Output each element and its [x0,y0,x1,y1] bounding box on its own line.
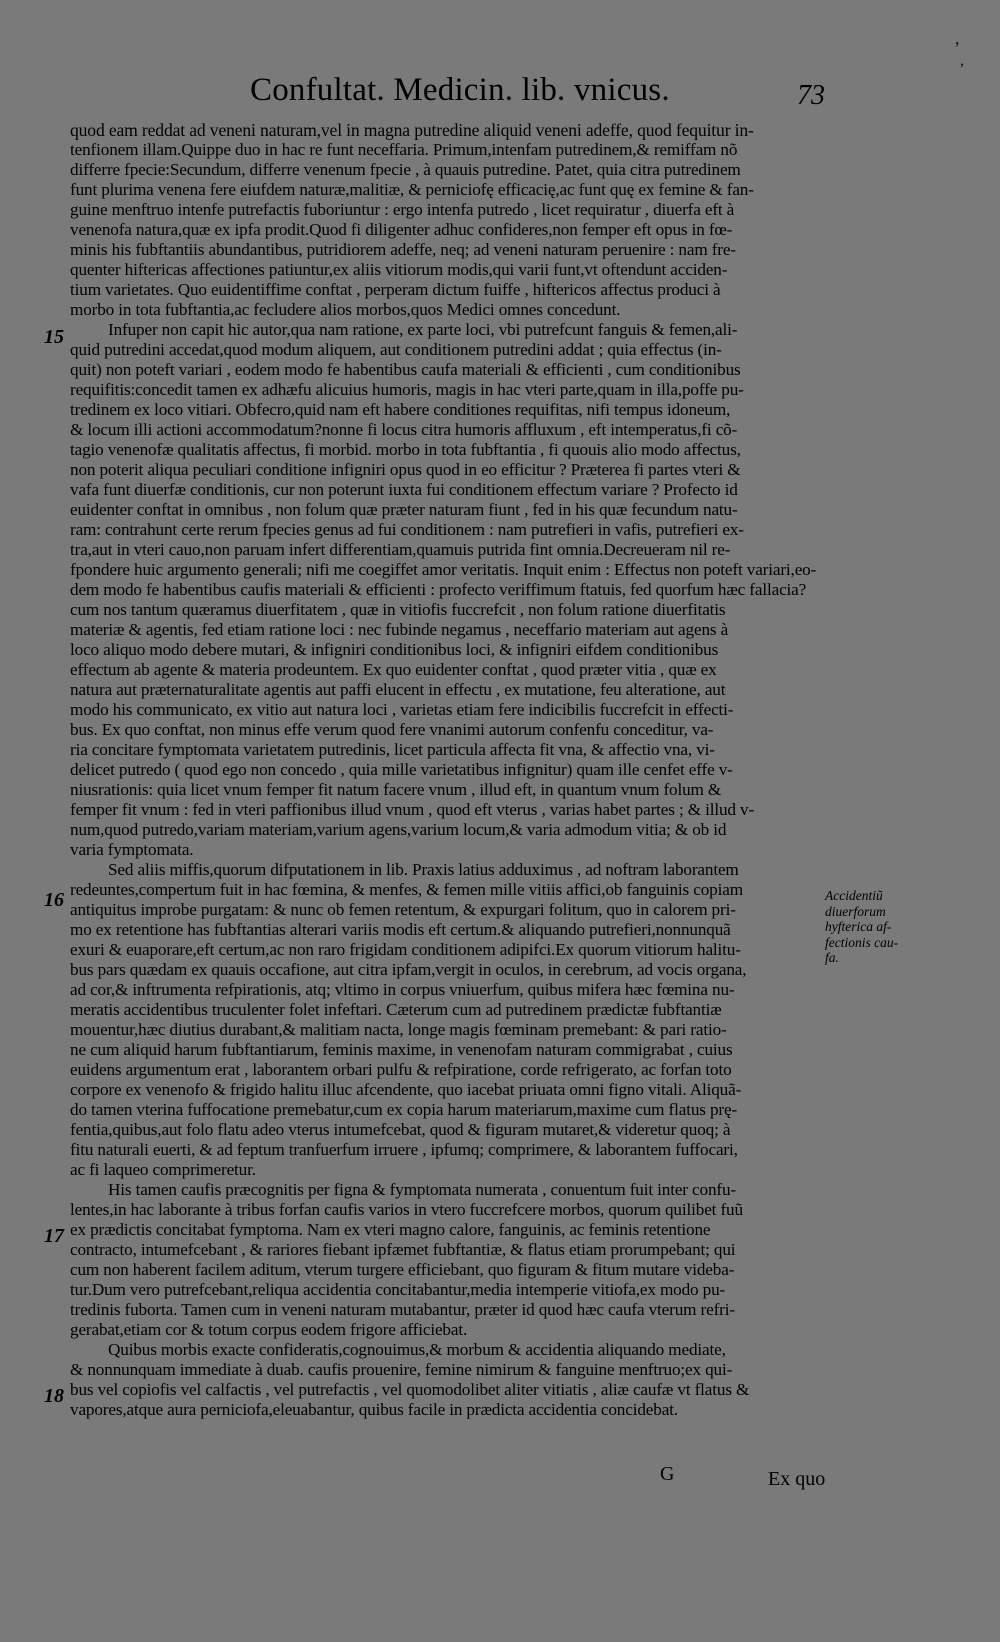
text-line: funt plurima venena fere eiufdem naturæ,malitiæ, & perniciofę efficacię,ac funt quę ex femine & fan- [70,180,754,199]
text-line: lentes,in hac laborante à tribus forfan caufis varios in vtero fuccrefcere morbos, quorum quilibet fuũ [70,1200,743,1219]
text-line: tur.Dum vero putrefcebant,reliqua accidentia concitabantur,media intemperie vitiofa,ex modo pu- [70,1280,726,1299]
text-line: mouentur,hæc diutius durabant,& malitiam nacta, longe magis fœminam premebant: & pari ratio- [70,1020,727,1039]
text-line: cum non haberent facilem aditum, vterum turgere efficiebant, quo figuram & fitum mutare videba- [70,1260,735,1279]
marginal-note-line: fectionis cau- [825,934,899,950]
page-number: 73 [797,80,825,111]
text-line: redeuntes,compertum fuit in hac fœmina, & menfes, & femen mille vitiis affici,ob fanguinis copiam [70,880,743,899]
text-line: femper fit vnum : fed in vteri paffionibus illud vnum , quod eft vterus , varias habet partes ; & illud v- [70,800,755,819]
text-line: vafa funt diuerfæ conditionis, cur non poterunt iuxta fui conditionem effectum variare ? Profecto id [70,480,738,499]
paragraph-number: 16 [44,889,64,911]
marginal-note-line: diuerforum [825,903,886,919]
text-line: Quibus morbis exacte confideratis,cognouimus,& morbum & accidentia aliquando mediate, [108,1340,726,1359]
text-line: euidens argumentum erat , laborantem orbari pulfu & refpiratione, corde refrigerato, ac forfan toto [70,1060,732,1079]
text-line: materiæ & agentis, fed etiam ratione loci : nec fubinde negamus , neceffario materiam aut agens à [70,620,729,639]
text-line: cum nos tantum quæramus diuerfitatem , quæ in vitiofis fuccrefcit , non folum ratione diuerfitatis [70,600,726,619]
text-line: & nonnunquam immediate à duab. caufis prouenire, femine nimirum & fanguine menftruo;ex qui- [70,1360,733,1379]
text-line: His tamen caufis præcognitis per figna & fymptomata numerata , conuentum fuit inter confu- [108,1180,736,1199]
paragraph-number: 18 [44,1385,64,1407]
text-line: modo his communicato, ex vitio aut natura loci , varietas etiam fere indicibilis fuccrefcit in effecti- [70,700,734,719]
marginal-note-line: hyfterica af- [825,919,892,934]
text-line: ac fi laqueo comprimeretur. [70,1160,256,1179]
text-line: non poterit aliqua peculiari conditione infigniri opus quod in eo efficitur ? Præterea fi partes vteri & [70,460,741,479]
text-line: num,quod putredo,variam materiam,varium agens,varium locum,& varia admodum vitia; & ob id [70,820,727,839]
text-line: do tamen vterina fuffocatione premebatur,cum ex copia harum materiarum,maxime cum flatus prę- [70,1100,738,1119]
text-line: ram: contrahunt certe rerum fpecies genus ad fui conditionem : nam putrefieri in vafis, putrefieri ex- [70,520,744,539]
text-line: bus. Ex quo conftat, non minus effe verum quod fere vnanimi autorum confenfu conceditur, va- [70,720,714,739]
text-line: effectum ab agente & materia prodeuntem. Ex quo euidenter conftat , quod præter vitia , quæ ex [70,660,717,679]
text-line: tium varietates. Quo euidentiffime conftat , perperam dictum fuiffe , hiftericos affectus produci à [70,280,721,299]
marginal-note-line: fa. [825,950,839,965]
text-line: ex prædictis concitabat fymptoma. Nam ex vteri magno calore, fanguinis, ac feminis retentione [70,1220,711,1239]
text-line: tredinis fuborta. Tamen cum in veneni naturam mutabantur, præter id quod hæc caufa vterum refri- [70,1300,735,1319]
text-line: fentia,quibus,aut folo flatu adeo vterus intumefcebat, quod & figuram mutaret,& videretur quoq; à [70,1120,731,1139]
text-line: loco aliquo modo debere mutari, & infigniri conditionibus loci, & infigniri eifdem conditionibus [70,640,719,659]
text-line: niusrationis: quia licet vnum femper fit natum facere vnum , illud eft, in quantum vnum folum & [70,780,722,799]
running-title: Confultat. Medicin. lib. vnicus. [250,72,670,108]
text-line: tagio venenofæ qualitatis affectus, fi morbid. morbo in tota fubftantia , fi quouis alio modo affectus, [70,440,741,459]
text-line: dem modo fe habentibus caufis materiali & efficienti : profecto veriffimum ftatuis, fed quorfum hæc fallacia? [70,580,807,599]
text-line: minis his fubftantiis abundantibus, putridiorem adeffe, neq; ad veneni naturam peruenire : nam fre- [70,240,736,259]
text-line: fitu naturali euerti, & ad feptum tranfuerfum irruere , ipfumq; comprimere, & laborantem fuffocari, [70,1140,738,1159]
text-line: guine menftruo intenfe putrefactis fuboriuntur : ergo intenfa putredo , licet requiratur , diuerfa eft à [70,200,735,219]
text-line: requifitis:concedit tamen ex adhæfu alicuius humoris, magis in hac vteri parte,quam in illa,poffe pu- [70,380,744,399]
text-line: mo ex retentione has fubftantias alterari variis modis eft certum.& aliquando putrefieri,nonnunquã [70,920,731,939]
text-line: quid putredini accedat,quod modum aliquem, aut conditionem putredini addat ; quia effectus (in- [70,340,722,359]
text-line: antiquitus improbe purgatam: & nunc ob femen retentum, & expurgari folitum, quo in calorem pri- [70,900,736,919]
body-text [70,120,835,1420]
text-line: vapores,atque aura perniciofa,eleuabantur, quibus facile in prædicta accidentia concidebat. [70,1400,678,1419]
text-line: morbo in tota fubftantia,ac fecludere alios morbos,quos Medici omnes concedunt. [70,300,621,319]
paragraph-number: 17 [44,1225,64,1247]
text-line: ria concitare fymptomata varietatem putredinis, licet particula affecta fit vna, & affectio vna, vi- [70,740,715,759]
text-line: bus pars quædam ex quauis occafione, aut citra ipfam,vergit in oculos, in cerebrum, ad vocis organa, [70,960,747,979]
marginal-note [825,888,907,966]
catchword: Ex quo [768,1468,826,1490]
text-line: quenter hiftericas affectiones patiuntur,ex aliis vitiorum modis,qui varii funt,vt oftendunt acciden- [70,260,728,279]
text-line: tredinem ex loco vitiari. Obfecro,quid nam eft habere conditiones requifitas, nifi tempus idoneum, [70,400,731,419]
text-line: natura aut præternaturalitate agentis aut paffi elucent in effectu , ex mutatione, feu alteratione, aut [70,680,726,699]
text-line: Infuper non capit hic autor,qua nam ratione, ex parte loci, vbi putrefcunt fanguis & femen,ali- [108,320,738,339]
text-line: ne cum aliquid harum fubftantiarum, feminis maxime, in venenofam naturam commigrabat , cuius [70,1040,733,1059]
paragraph-number: 15 [44,326,64,348]
text-line: exuri & euaporare,eft certum,ac non raro frigidam conditionem adipifci.Ex quorum vitiorum halitu- [70,940,741,959]
text-line: differre fpecie:Secundum, differre venenum fpecie , à quauis putredine. Patet, quia citra putredinem [70,160,741,179]
text-line: corpore ex venenofo & frigido halitu illuc afcendente, quo iacebat priuata omni figno vitali. Aliquã- [70,1080,742,1099]
text-line: meratis accidentibus truculenter folet infeftari. Cæterum cum ad putredinem prædictæ fubftantiæ [70,1000,722,1019]
text-line: tra,aut in vteri cauo,non paruam infert differentiam,quamuis putrida fint omnia.Decreueram nil re- [70,540,731,559]
text-line: quit) non poteft variari , eodem modo fe habentibus caufa materiali & efficienti , cum conditionibus [70,360,741,379]
page-header [250,72,850,112]
marginal-note-line: Accidentiũ [825,888,883,903]
text-line: gerabat,etiam cor & totum corpus eodem frigore afficiebat. [70,1320,468,1339]
text-line: euidenter conftat in omnibus , non folum quæ præter naturam fiunt , fed in his quæ fecundum natu- [70,500,738,519]
signature-mark: G [660,1463,675,1485]
text-line: contracto, intumefcebant , & rariores fiebant ipfæmet fubftantiæ, & flatus etiam prorumpebant; qui [70,1240,736,1259]
text-line: fpondere huic argumento generali; nifi me coegiffet amor veritatis. Inquit enim : Effectus non poteft variari,eo- [70,560,817,579]
text-line: Sed aliis miffis,quorum difputationem in lib. Praxis latius adduximus , ad noftram laborantem [108,860,739,879]
text-line: & locum illi actioni accommodatum?nonne fi locus citra humoris affluxum , eft intemperatus,fi cõ- [70,420,738,439]
text-line: bus vel copiofis vel calfactis , vel putrefactis , vel quomodolibet aliter vitiatis , aliæ caufæ vt flatus & [70,1380,750,1399]
scan-mark: , [955,28,960,48]
text-line: tenfionem illam.Quippe duo in hac re funt neceffaria. Primum,intenfam putredinem,& remiffam nõ [70,140,738,159]
text-line: quod eam reddat ad veneni naturam,vel in magna putredine aliquid veneni adeffe, quod fequitur in- [70,120,754,140]
text-line: varia fymptomata. [70,840,194,859]
scan-mark: , [960,52,964,69]
text-line: venenofa natura,quæ ex ipfa prodit.Quod fi diligenter adhuc confideres,non femper eft opus in fœ- [70,220,733,239]
text-line: ad cor,& inftrumenta refpirationis, atq; vltimo in corpus vniuerfum, quibus mifera hæc fœmina nu- [70,980,735,999]
text-line: delicet putredo ( quod ego non concedo , quia mille varietatibus infignitur) quam ille cenfet effe v- [70,760,733,779]
